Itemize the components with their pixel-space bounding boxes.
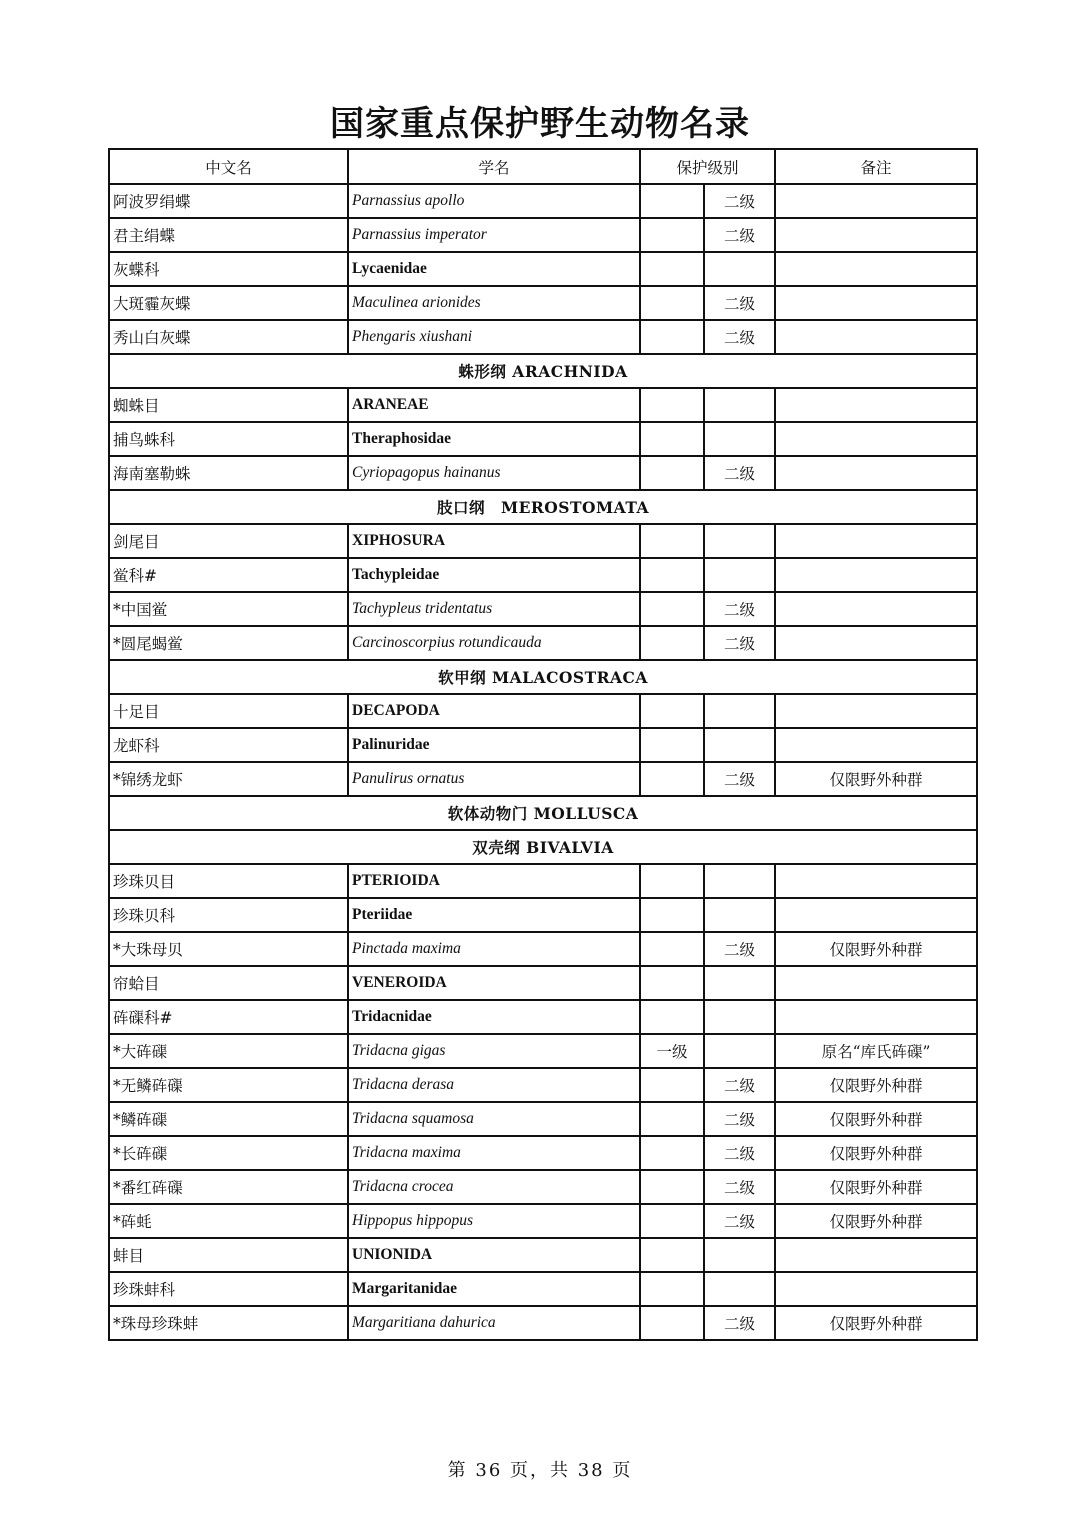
remarks-cell xyxy=(775,1272,977,1306)
grade-two-cell: 二级 xyxy=(704,286,775,320)
grade-one-cell xyxy=(640,762,704,796)
species-row xyxy=(109,1306,977,1340)
remarks-cell xyxy=(775,218,977,252)
family-row xyxy=(109,728,977,762)
species-row xyxy=(109,184,977,218)
grade-two-cell: 二级 xyxy=(704,456,775,490)
scientific-name-cell: DECAPODA xyxy=(348,694,640,728)
grade-one-cell xyxy=(640,1000,704,1034)
grade-one-cell xyxy=(640,1238,704,1272)
remarks-cell: 仅限野外种群 xyxy=(775,1306,977,1340)
chinese-name-cell: 阿波罗绢蝶 xyxy=(109,184,348,218)
chinese-name-cell: 蜘蛛目 xyxy=(109,388,348,422)
grade-one-cell xyxy=(640,388,704,422)
scientific-name-cell: Margaritanidae xyxy=(348,1272,640,1306)
grade-one-cell xyxy=(640,422,704,456)
species-row xyxy=(109,1204,977,1238)
order-row xyxy=(109,864,977,898)
scientific-name-cell: Tridacna derasa xyxy=(348,1068,640,1102)
species-row xyxy=(109,1136,977,1170)
grade-two-cell xyxy=(704,966,775,1000)
scientific-name-cell: Parnassius imperator xyxy=(348,218,640,252)
grade-one-cell xyxy=(640,218,704,252)
remarks-cell xyxy=(775,286,977,320)
chinese-name-cell: 十足目 xyxy=(109,694,348,728)
page-number: 第 36 页，共 38 页 xyxy=(447,1460,633,1481)
grade-two-cell xyxy=(704,1238,775,1272)
scientific-name-cell: Tachypleus tridentatus xyxy=(348,592,640,626)
grade-one-cell xyxy=(640,626,704,660)
chinese-name-cell: *鳞砗磲 xyxy=(109,1102,348,1136)
section-heading: 软体动物门 MOLLUSCA xyxy=(109,796,977,830)
family-row xyxy=(109,1000,977,1034)
scientific-name-cell: VENEROIDA xyxy=(348,966,640,1000)
scientific-name-cell: Tridacna squamosa xyxy=(348,1102,640,1136)
header-remarks: 备注 xyxy=(775,149,977,184)
grade-two-cell: 二级 xyxy=(704,320,775,354)
grade-two-cell xyxy=(704,388,775,422)
scientific-name-cell: Margaritiana dahurica xyxy=(348,1306,640,1340)
grade-one-cell: 一级 xyxy=(640,1034,704,1068)
scientific-name-cell: Carcinoscorpius rotundicauda xyxy=(348,626,640,660)
chinese-name-cell: *珠母珍珠蚌 xyxy=(109,1306,348,1340)
scientific-name-cell: Cyriopagopus hainanus xyxy=(348,456,640,490)
grade-two-cell: 二级 xyxy=(704,1102,775,1136)
chinese-name-cell: 灰蝶科 xyxy=(109,252,348,286)
grade-two-cell xyxy=(704,422,775,456)
scientific-name-cell: Maculinea arionides xyxy=(348,286,640,320)
family-row xyxy=(109,422,977,456)
grade-one-cell xyxy=(640,1136,704,1170)
family-row xyxy=(109,558,977,592)
grade-one-cell xyxy=(640,456,704,490)
family-row xyxy=(109,252,977,286)
remarks-cell xyxy=(775,320,977,354)
chinese-name-cell: 珍珠蚌科 xyxy=(109,1272,348,1306)
chinese-name-cell: 珍珠贝科 xyxy=(109,898,348,932)
grade-one-cell xyxy=(640,252,704,286)
section-row xyxy=(109,490,977,524)
section-row xyxy=(109,830,977,864)
chinese-name-cell: 蚌目 xyxy=(109,1238,348,1272)
grade-two-cell: 二级 xyxy=(704,932,775,966)
scientific-name-cell: Tridacna crocea xyxy=(348,1170,640,1204)
scientific-name-cell: Parnassius apollo xyxy=(348,184,640,218)
grade-two-cell xyxy=(704,524,775,558)
chinese-name-cell: *锦绣龙虾 xyxy=(109,762,348,796)
scientific-name-cell: Theraphosidae xyxy=(348,422,640,456)
grade-two-cell xyxy=(704,252,775,286)
chinese-name-cell: 砗磲科# xyxy=(109,1000,348,1034)
grade-two-cell: 二级 xyxy=(704,1170,775,1204)
remarks-cell xyxy=(775,694,977,728)
grade-one-cell xyxy=(640,184,704,218)
order-row xyxy=(109,388,977,422)
chinese-name-cell: 珍珠贝目 xyxy=(109,864,348,898)
grade-two-cell: 二级 xyxy=(704,592,775,626)
species-row xyxy=(109,592,977,626)
scientific-name-cell: Tridacna maxima xyxy=(348,1136,640,1170)
species-row xyxy=(109,1102,977,1136)
grade-one-cell xyxy=(640,524,704,558)
species-row xyxy=(109,932,977,966)
grade-one-cell xyxy=(640,932,704,966)
grade-two-cell: 二级 xyxy=(704,1306,775,1340)
table-header-row xyxy=(109,149,977,184)
scientific-name-cell: Lycaenidae xyxy=(348,252,640,286)
remarks-cell xyxy=(775,184,977,218)
chinese-name-cell: 鲎科# xyxy=(109,558,348,592)
chinese-name-cell: 龙虾科 xyxy=(109,728,348,762)
chinese-name-cell: 剑尾目 xyxy=(109,524,348,558)
species-row xyxy=(109,1034,977,1068)
chinese-name-cell: *番红砗磲 xyxy=(109,1170,348,1204)
scientific-name-cell: Panulirus ornatus xyxy=(348,762,640,796)
grade-one-cell xyxy=(640,558,704,592)
grade-one-cell xyxy=(640,966,704,1000)
section-heading: 肢口纲 MEROSTOMATA xyxy=(109,490,977,524)
species-row xyxy=(109,1068,977,1102)
grade-two-cell xyxy=(704,1272,775,1306)
order-row xyxy=(109,1238,977,1272)
grade-two-cell: 二级 xyxy=(704,1136,775,1170)
header-protection-level: 保护级别 xyxy=(640,149,775,184)
grade-two-cell xyxy=(704,728,775,762)
remarks-cell: 仅限野外种群 xyxy=(775,1068,977,1102)
grade-two-cell: 二级 xyxy=(704,218,775,252)
species-row xyxy=(109,762,977,796)
scientific-name-cell: Pinctada maxima xyxy=(348,932,640,966)
remarks-cell xyxy=(775,898,977,932)
species-row xyxy=(109,626,977,660)
chinese-name-cell: *砗蚝 xyxy=(109,1204,348,1238)
species-row xyxy=(109,218,977,252)
remarks-cell xyxy=(775,728,977,762)
chinese-name-cell: 捕鸟蛛科 xyxy=(109,422,348,456)
grade-one-cell xyxy=(640,1306,704,1340)
scientific-name-cell: XIPHOSURA xyxy=(348,524,640,558)
grade-one-cell xyxy=(640,320,704,354)
remarks-cell xyxy=(775,422,977,456)
scientific-name-cell: Tridacna gigas xyxy=(348,1034,640,1068)
remarks-cell xyxy=(775,524,977,558)
remarks-cell: 仅限野外种群 xyxy=(775,762,977,796)
section-heading: 双壳纲 BIVALVIA xyxy=(109,830,977,864)
scientific-name-cell: PTERIOIDA xyxy=(348,864,640,898)
table-body xyxy=(109,184,977,1340)
grade-two-cell xyxy=(704,1000,775,1034)
order-row xyxy=(109,694,977,728)
chinese-name-cell: 大斑霾灰蝶 xyxy=(109,286,348,320)
family-row xyxy=(109,1272,977,1306)
remarks-cell xyxy=(775,592,977,626)
grade-one-cell xyxy=(640,592,704,626)
header-scientific-name: 学名 xyxy=(348,149,640,184)
remarks-cell xyxy=(775,388,977,422)
grade-one-cell xyxy=(640,898,704,932)
scientific-name-cell: UNIONIDA xyxy=(348,1238,640,1272)
remarks-cell: 仅限野外种群 xyxy=(775,1102,977,1136)
chinese-name-cell: *大珠母贝 xyxy=(109,932,348,966)
grade-one-cell xyxy=(640,1068,704,1102)
chinese-name-cell: 帘蛤目 xyxy=(109,966,348,1000)
section-heading: 软甲纲 MALACOSTRACA xyxy=(109,660,977,694)
species-row xyxy=(109,320,977,354)
remarks-cell xyxy=(775,558,977,592)
protected-species-table xyxy=(108,148,978,1341)
scientific-name-cell: ARANEAE xyxy=(348,388,640,422)
chinese-name-cell: *圆尾蝎鲎 xyxy=(109,626,348,660)
chinese-name-cell: *长砗磲 xyxy=(109,1136,348,1170)
grade-one-cell xyxy=(640,728,704,762)
grade-one-cell xyxy=(640,286,704,320)
grade-one-cell xyxy=(640,1170,704,1204)
scientific-name-cell: Hippopus hippopus xyxy=(348,1204,640,1238)
chinese-name-cell: *大砗磲 xyxy=(109,1034,348,1068)
section-row xyxy=(109,660,977,694)
grade-one-cell xyxy=(640,1272,704,1306)
remarks-cell: 仅限野外种群 xyxy=(775,932,977,966)
order-row xyxy=(109,524,977,558)
remarks-cell xyxy=(775,456,977,490)
grade-two-cell xyxy=(704,694,775,728)
scientific-name-cell: Tridacnidae xyxy=(348,1000,640,1034)
grade-one-cell xyxy=(640,1102,704,1136)
header-chinese-name: 中文名 xyxy=(109,149,348,184)
grade-two-cell: 二级 xyxy=(704,762,775,796)
remarks-cell xyxy=(775,626,977,660)
grade-one-cell xyxy=(640,1204,704,1238)
scientific-name-cell: Tachypleidae xyxy=(348,558,640,592)
species-row xyxy=(109,286,977,320)
remarks-cell xyxy=(775,966,977,1000)
remarks-cell: 仅限野外种群 xyxy=(775,1204,977,1238)
chinese-name-cell: 君主绢蝶 xyxy=(109,218,348,252)
remarks-cell: 仅限野外种群 xyxy=(775,1170,977,1204)
page-title: 国家重点保护野生动物名录 xyxy=(330,104,750,144)
grade-two-cell xyxy=(704,864,775,898)
remarks-cell: 仅限野外种群 xyxy=(775,1136,977,1170)
remarks-cell: 原名“库氏砗磲” xyxy=(775,1034,977,1068)
grade-one-cell xyxy=(640,694,704,728)
chinese-name-cell: 海南塞勒蛛 xyxy=(109,456,348,490)
section-row xyxy=(109,354,977,388)
grade-two-cell: 二级 xyxy=(704,626,775,660)
grade-two-cell xyxy=(704,898,775,932)
remarks-cell xyxy=(775,252,977,286)
grade-one-cell xyxy=(640,864,704,898)
chinese-name-cell: *中国鲎 xyxy=(109,592,348,626)
chinese-name-cell: *无鳞砗磲 xyxy=(109,1068,348,1102)
grade-two-cell xyxy=(704,558,775,592)
scientific-name-cell: Palinuridae xyxy=(348,728,640,762)
species-row xyxy=(109,456,977,490)
grade-two-cell: 二级 xyxy=(704,184,775,218)
family-row xyxy=(109,898,977,932)
order-row xyxy=(109,966,977,1000)
remarks-cell xyxy=(775,864,977,898)
section-row xyxy=(109,796,977,830)
remarks-cell xyxy=(775,1000,977,1034)
grade-two-cell: 二级 xyxy=(704,1068,775,1102)
scientific-name-cell: Pteriidae xyxy=(348,898,640,932)
section-heading: 蛛形纲 ARACHNIDA xyxy=(109,354,977,388)
species-row xyxy=(109,1170,977,1204)
grade-two-cell: 二级 xyxy=(704,1204,775,1238)
chinese-name-cell: 秀山白灰蝶 xyxy=(109,320,348,354)
scientific-name-cell: Phengaris xiushani xyxy=(348,320,640,354)
remarks-cell xyxy=(775,1238,977,1272)
grade-two-cell xyxy=(704,1034,775,1068)
